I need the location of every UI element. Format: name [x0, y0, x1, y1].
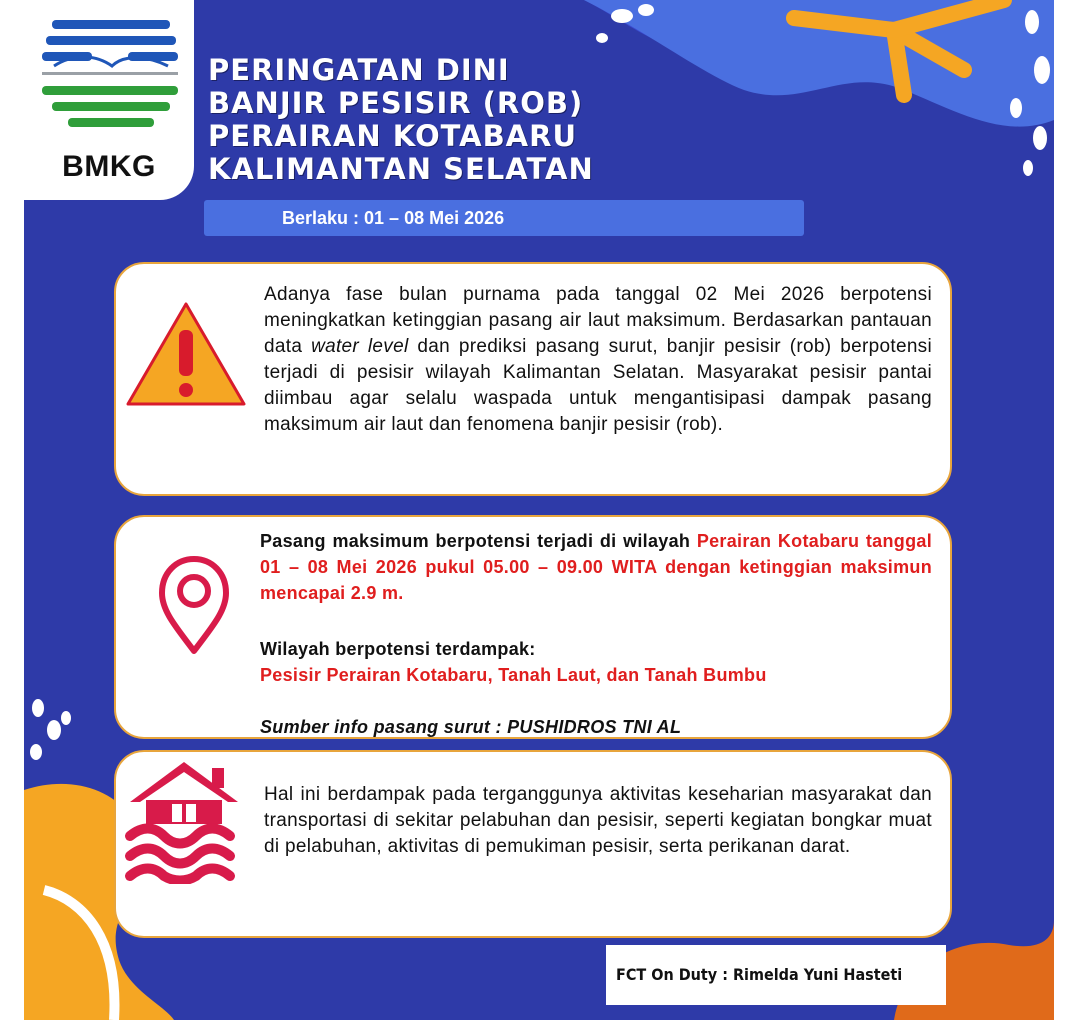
- logo-text: BMKG: [62, 150, 156, 183]
- warning-icon: [124, 300, 248, 410]
- location-pin-icon: [156, 555, 232, 655]
- validity-banner: Berlaku : 01 – 08 Mei 2026: [204, 200, 804, 236]
- title-line: BANJIR PESISIR (ROB): [208, 86, 584, 120]
- tide-peak-info: Pasang maksimum berpotensi terjadi di wilayah Perairan Kotabaru tanggal 01 – 08 Mei 2026 pukul 05.00 – 09.00 WITA dengan ketinggian maksimun mencapai 2.9 m.: [260, 531, 932, 603]
- title-line: PERAIRAN KOTABARU: [208, 119, 577, 153]
- warning-text: Adanya fase bulan purnama pada tanggal 02 Mei 2026 berpotensi meningkatkan ketinggian pasang air laut maksimum. Berdasarkan pantauan data water level dan prediksi pasang surut, banjir pesisir (rob) berpotensi terjadi di pesisir wilayah Kalimantan Selatan. Masyarakat pesisir pantai diimbau agar selalu waspada untuk mengantisipasi dampak pasang maksimum air laut dan fenomena banjir pesisir (rob).: [264, 284, 933, 435]
- impact-text: Hal ini berdampak pada terganggunya aktivitas keseharian masyarakat dan transportasi di sekitar pelabuhan dan pesisir, seperti kegiatan bongkar muat di pelabuhan, aktivitas di pemukiman pesisir, serta perikanan darat.: [264, 784, 932, 857]
- title-line: PERINGATAN DINI: [208, 53, 510, 87]
- bmkg-emblem-icon: [24, 0, 194, 150]
- affected-label: Wilayah berpotensi terdampak:: [260, 639, 536, 659]
- page-title: [208, 54, 594, 186]
- affected-value: Pesisir Perairan Kotabaru, Tanah Laut, dan Tanah Bumbu: [260, 665, 767, 685]
- credit-label: FCT On Duty : Rimelda Yuni Hasteti: [606, 945, 946, 1005]
- data-source: Sumber info pasang surut : PUSHIDROS TNI AL: [260, 717, 682, 737]
- affected-area: [260, 636, 932, 688]
- bmkg-logo: [24, 0, 194, 200]
- title-line: KALIMANTAN SELATAN: [208, 152, 594, 186]
- tide-peak-highlight: Perairan Kotabaru tanggal 01 – 08 Mei 2026 pukul 05.00 – 09.00 WITA dengan ketinggian maksimun mencapai 2.9 m.: [260, 531, 932, 603]
- warning-card: [114, 262, 952, 496]
- location-card: [114, 515, 952, 739]
- impact-card: [114, 750, 952, 938]
- flooded-house-icon: [122, 760, 246, 884]
- water-level-term: water level: [311, 336, 409, 357]
- poster: [24, 0, 1054, 1020]
